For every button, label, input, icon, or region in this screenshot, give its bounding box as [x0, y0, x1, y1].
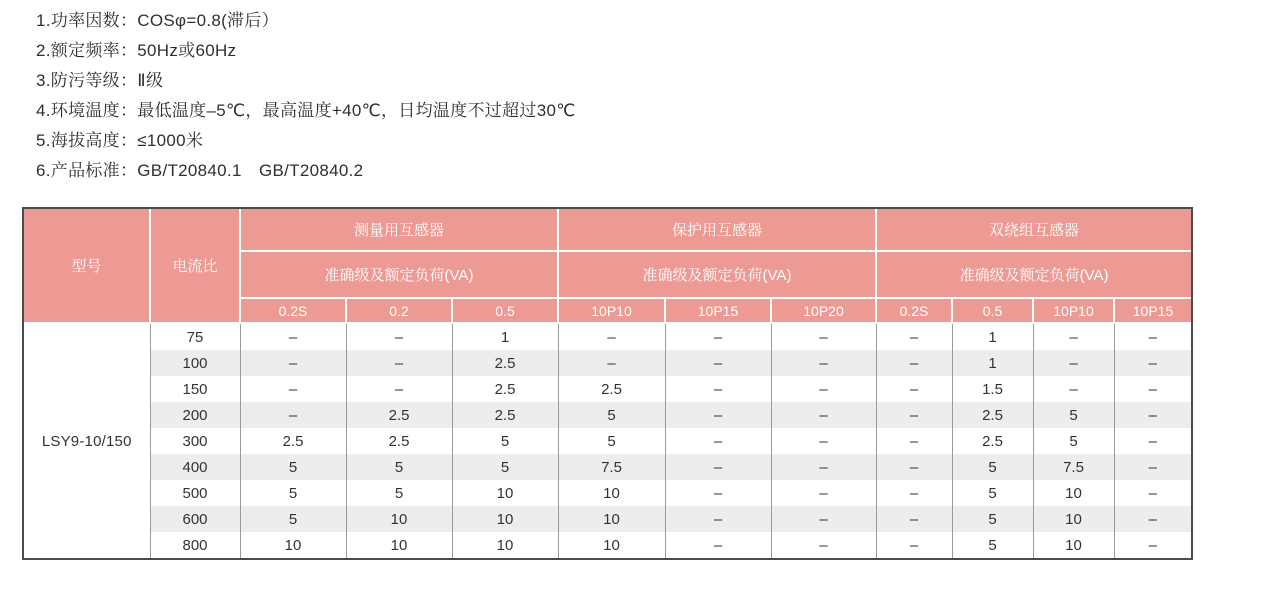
value-cell: 10: [346, 506, 452, 532]
table-row: [24, 428, 1191, 454]
ratio-cell: 500: [150, 480, 240, 506]
value-cell: –: [771, 532, 876, 558]
value-cell: 5: [452, 454, 558, 480]
value-cell: 1: [952, 350, 1033, 376]
value-cell: 2.5: [346, 402, 452, 428]
value-cell: 10: [452, 532, 558, 558]
header-class-d-05: 0.5: [952, 298, 1033, 323]
table-header: [24, 209, 1191, 323]
header-class-d-02s: 0.2S: [876, 298, 952, 323]
value-cell: –: [876, 402, 952, 428]
value-cell: –: [771, 454, 876, 480]
header-model: 型号: [24, 209, 150, 323]
value-cell: 5: [346, 480, 452, 506]
value-cell: –: [771, 376, 876, 402]
value-cell: –: [771, 428, 876, 454]
value-cell: –: [558, 323, 665, 350]
value-cell: –: [876, 532, 952, 558]
header-group-double-winding: 双绕组互感器: [876, 209, 1191, 251]
value-cell: –: [1114, 323, 1191, 350]
value-cell: –: [876, 454, 952, 480]
value-cell: –: [240, 350, 346, 376]
value-cell: –: [346, 376, 452, 402]
value-cell: 10: [1033, 506, 1114, 532]
value-cell: –: [771, 350, 876, 376]
value-cell: –: [1114, 428, 1191, 454]
table-row: [24, 323, 1191, 350]
value-cell: –: [240, 323, 346, 350]
value-cell: –: [876, 376, 952, 402]
spec-line-pollution-class: 3.防污等级：Ⅱ级: [36, 71, 164, 90]
value-cell: 10: [558, 532, 665, 558]
value-cell: 1: [452, 323, 558, 350]
value-cell: –: [665, 402, 771, 428]
header-row-groups: [24, 209, 1191, 251]
spec-line-rated-frequency: 2.额定频率：50Hz或60Hz: [36, 41, 237, 60]
value-cell: 10: [452, 506, 558, 532]
value-cell: 10: [240, 532, 346, 558]
value-cell: 2.5: [952, 402, 1033, 428]
value-cell: –: [771, 402, 876, 428]
value-cell: 7.5: [1033, 454, 1114, 480]
value-cell: 5: [952, 506, 1033, 532]
value-cell: 5: [240, 480, 346, 506]
value-cell: –: [1114, 506, 1191, 532]
header-class-m-02s: 0.2S: [240, 298, 346, 323]
value-cell: –: [240, 376, 346, 402]
header-class-p-10p15: 10P15: [665, 298, 771, 323]
header-class-m-05: 0.5: [452, 298, 558, 323]
spec-line-product-standard: 6.产品标准：GB/T20840.1 GB/T20840.2: [36, 161, 364, 180]
value-cell: –: [876, 480, 952, 506]
ratio-cell: 600: [150, 506, 240, 532]
value-cell: –: [665, 506, 771, 532]
rating-table-grid: [24, 209, 1191, 558]
value-cell: –: [876, 428, 952, 454]
value-cell: 10: [1033, 480, 1114, 506]
value-cell: 5: [240, 454, 346, 480]
spec-list: [36, 6, 576, 186]
spec-line-ambient-temp: 4.环境温度：最低温度–5℃，最高温度+40℃，日均温度不过超过30℃: [36, 101, 576, 120]
value-cell: 2.5: [452, 350, 558, 376]
value-cell: –: [665, 532, 771, 558]
table-row: [24, 454, 1191, 480]
model-cell: LSY9-10/150: [24, 323, 150, 558]
table-row: [24, 402, 1191, 428]
value-cell: –: [665, 376, 771, 402]
ratio-cell: 75: [150, 323, 240, 350]
table-body: [24, 323, 1191, 558]
value-cell: –: [1033, 323, 1114, 350]
header-sub-double-winding: 准确级及额定负荷(VA): [876, 251, 1191, 298]
value-cell: –: [1114, 532, 1191, 558]
header-sub-measuring: 准确级及额定负荷(VA): [240, 251, 558, 298]
ratio-cell: 200: [150, 402, 240, 428]
header-class-p-10p20: 10P20: [771, 298, 876, 323]
value-cell: –: [771, 480, 876, 506]
value-cell: 7.5: [558, 454, 665, 480]
value-cell: –: [1114, 350, 1191, 376]
value-cell: 10: [346, 532, 452, 558]
value-cell: –: [771, 323, 876, 350]
value-cell: 1.5: [952, 376, 1033, 402]
value-cell: 10: [558, 506, 665, 532]
value-cell: –: [1114, 454, 1191, 480]
value-cell: –: [1033, 350, 1114, 376]
ratio-cell: 300: [150, 428, 240, 454]
value-cell: 2.5: [952, 428, 1033, 454]
value-cell: 5: [452, 428, 558, 454]
value-cell: –: [665, 454, 771, 480]
value-cell: 5: [952, 480, 1033, 506]
value-cell: –: [876, 323, 952, 350]
value-cell: –: [558, 350, 665, 376]
header-group-protection: 保护用互感器: [558, 209, 876, 251]
value-cell: –: [771, 506, 876, 532]
value-cell: –: [665, 323, 771, 350]
value-cell: 2.5: [346, 428, 452, 454]
value-cell: –: [1114, 402, 1191, 428]
value-cell: –: [1114, 480, 1191, 506]
value-cell: 5: [1033, 428, 1114, 454]
value-cell: –: [665, 428, 771, 454]
rating-table: [22, 207, 1193, 560]
header-group-measuring: 测量用互感器: [240, 209, 558, 251]
table-row: [24, 532, 1191, 558]
table-row: [24, 480, 1191, 506]
value-cell: –: [876, 350, 952, 376]
value-cell: –: [1114, 376, 1191, 402]
ratio-cell: 150: [150, 376, 240, 402]
value-cell: 2.5: [240, 428, 346, 454]
value-cell: 5: [1033, 402, 1114, 428]
table-row: [24, 376, 1191, 402]
ratio-cell: 400: [150, 454, 240, 480]
value-cell: 5: [952, 532, 1033, 558]
value-cell: 5: [558, 428, 665, 454]
ratio-cell: 800: [150, 532, 240, 558]
value-cell: –: [665, 350, 771, 376]
table-row: [24, 506, 1191, 532]
value-cell: 10: [1033, 532, 1114, 558]
value-cell: 2.5: [452, 402, 558, 428]
value-cell: 5: [558, 402, 665, 428]
value-cell: 2.5: [452, 376, 558, 402]
value-cell: 5: [952, 454, 1033, 480]
header-sub-protection: 准确级及额定负荷(VA): [558, 251, 876, 298]
header-class-d-10p10: 10P10: [1033, 298, 1114, 323]
value-cell: 5: [240, 506, 346, 532]
header-ratio: 电流比: [150, 209, 240, 323]
value-cell: –: [1033, 376, 1114, 402]
value-cell: 5: [346, 454, 452, 480]
spec-line-altitude: 5.海拔高度：≤1000米: [36, 131, 204, 150]
value-cell: 1: [952, 323, 1033, 350]
table-row: [24, 350, 1191, 376]
value-cell: –: [346, 350, 452, 376]
header-class-p-10p10: 10P10: [558, 298, 665, 323]
value-cell: –: [346, 323, 452, 350]
spec-line-power-factor: 1.功率因数：COSφ=0.8(滞后）: [36, 11, 279, 30]
header-class-m-02: 0.2: [346, 298, 452, 323]
value-cell: 10: [558, 480, 665, 506]
header-class-d-10p15: 10P15: [1114, 298, 1191, 323]
value-cell: 2.5: [558, 376, 665, 402]
value-cell: –: [665, 480, 771, 506]
ratio-cell: 100: [150, 350, 240, 376]
value-cell: –: [876, 506, 952, 532]
value-cell: 10: [452, 480, 558, 506]
value-cell: –: [240, 402, 346, 428]
